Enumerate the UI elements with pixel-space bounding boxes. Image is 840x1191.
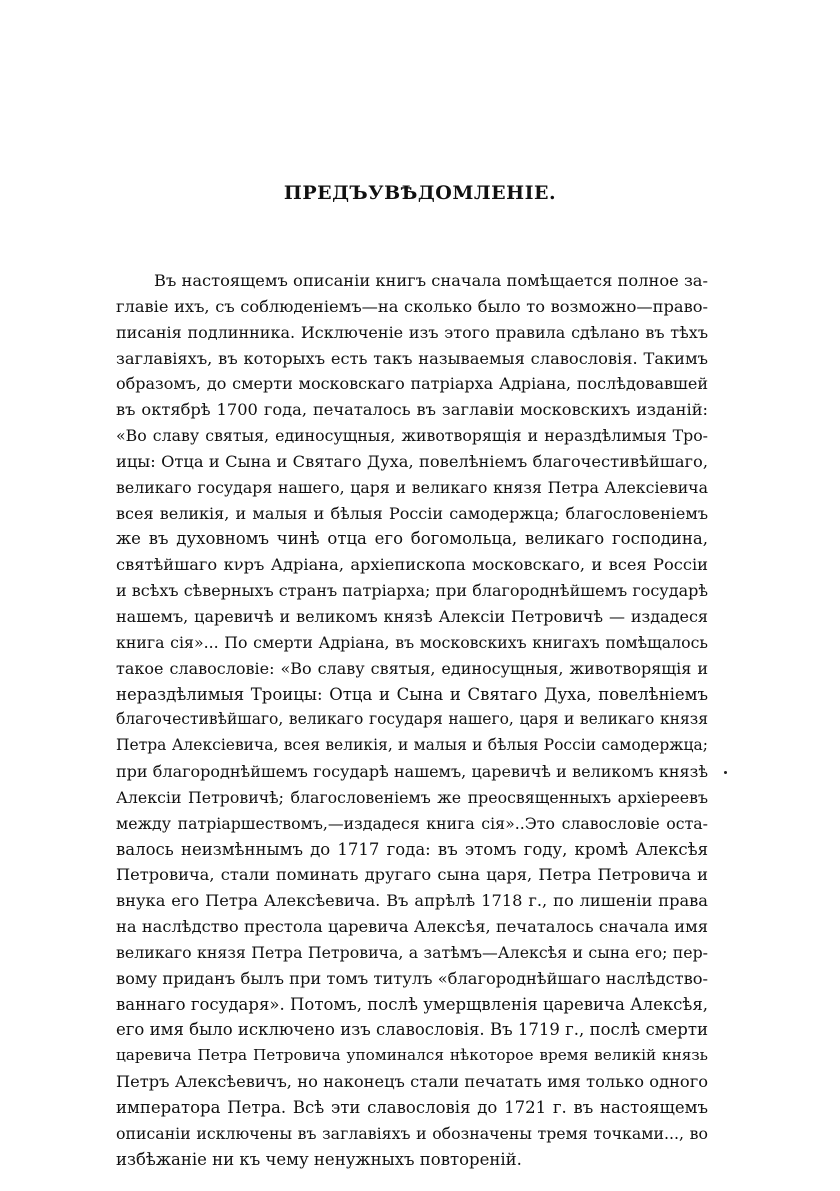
- text-line: Петра Алексіевича, всея великія, и малыя и бѣлыя Россіи самодержца;: [116, 736, 708, 755]
- text-line: книга сія»... По смерти Адріана, въ московскихъ книгахъ помѣщалось: [116, 632, 708, 652]
- text-line: и всѣхъ сѣверныхъ странъ патріарха; при благороднѣйшемъ государѣ: [116, 581, 708, 601]
- text-line: вому приданъ былъ при томъ титулъ «благороднѣйшаго наслѣдство-: [116, 968, 708, 988]
- text-line: валось неизмѣннымъ до 1717 года: въ этомъ году, кромѣ Алексѣя: [116, 839, 708, 859]
- text-line: въ октябрѣ 1700 года, печаталось въ заглавіи московскихъ изданій:: [116, 400, 708, 420]
- text-line: между патріаршествомъ,—издадеся книга сія»..Это славословіе оста-: [116, 813, 708, 833]
- text-line: на наслѣдство престола царевича Алексѣя, печаталось сначала имя: [116, 917, 708, 937]
- text-line: описаніи исключены въ заглавіяхъ и обозначены тремя точками..., во: [116, 1123, 708, 1143]
- text-line: императора Петра. Всѣ эти славословія до 1721 г. въ настоящемъ: [116, 1098, 708, 1117]
- text-line: нераздѣлимыя Троицы: Отца и Сына и Святаго Духа, повелѣніемъ: [116, 684, 708, 704]
- print-speck: [724, 771, 727, 774]
- text-line: заглавіяхъ, въ которыхъ есть такъ называемыя славословія. Такимъ: [116, 348, 708, 368]
- preface-paragraph: [116, 268, 708, 1173]
- text-line: ваннаго государя». Потомъ, послѣ умерщвленія царевича Алексѣя,: [116, 994, 708, 1014]
- text-line: главіе ихъ, съ соблюденіемъ—на сколько было то возможно—право-: [116, 296, 708, 316]
- text-line: при благороднѣйшемъ государѣ нашемъ, царевичѣ и великомъ князѣ: [116, 762, 708, 782]
- text-line: же въ духовномъ чинѣ отца его богомольца, великаго господина,: [116, 529, 708, 549]
- text-line: святѣйшаго кνръ Адріана, архіепископа московскаго, и всея Россіи: [116, 555, 708, 575]
- text-line: Петръ Алексѣевичъ, но наконецъ стали печатать имя только одного: [116, 1072, 708, 1092]
- text-line: образомъ, до смерти московскаго патріарха Адріана, послѣдовавшей: [116, 374, 708, 394]
- text-line: великаго государя нашего, царя и великаго князя Петра Алексіевича: [116, 477, 708, 497]
- text-line: избѣжаніе ни къ чему ненужныхъ повтореній.: [116, 1149, 522, 1169]
- text-line: Алексіи Петровичѣ; благословеніемъ же преосвященныхъ архіереевъ: [116, 787, 708, 807]
- page-title: ПРЕДЪУВѢДОМЛЕНІЕ.: [283, 182, 557, 204]
- text-line: нашемъ, царевичѣ и великомъ князѣ Алексіи Петровичѣ — издадеся: [116, 606, 708, 626]
- text-line: такое славословіе: «Во славу святыя, единосущныя, животворящія и: [116, 658, 708, 678]
- text-line: Петровича, стали поминать другаго сына царя, Петра Петровича и: [116, 865, 708, 885]
- text-line: внука его Петра Алексѣевича. Въ апрѣлѣ 1718 г., по лишеніи права: [116, 891, 708, 911]
- text-line: благочестивѣйшаго, великаго государя нашего, царя и великаго князя: [116, 710, 708, 729]
- text-line: Въ настоящемъ описаніи книгъ сначала помѣщается полное за-: [154, 271, 708, 290]
- text-line: «Во славу святыя, единосущныя, животворящія и нераздѣлимыя Тро-: [116, 426, 708, 446]
- text-line: писанія подлинника. Исключеніе изъ этого правила сдѣлано въ тѣхъ: [116, 322, 708, 342]
- text-line: царевича Петра Петровича упоминался нѣкоторое время великій князь: [116, 1046, 708, 1065]
- text-line: всея великія, и малыя и бѣлыя Россіи самодержца; благословеніемъ: [116, 503, 708, 523]
- text-line: его имя было исключено изъ славословія. Въ 1719 г., послѣ смерти: [116, 1020, 708, 1040]
- text-line: ицы: Отца и Сына и Святаго Духа, повелѣніемъ благочестивѣйшаго,: [116, 451, 708, 471]
- text-line: великаго князя Петра Петровича, а затѣмъ—Алексѣя и сына его; пер-: [116, 942, 708, 962]
